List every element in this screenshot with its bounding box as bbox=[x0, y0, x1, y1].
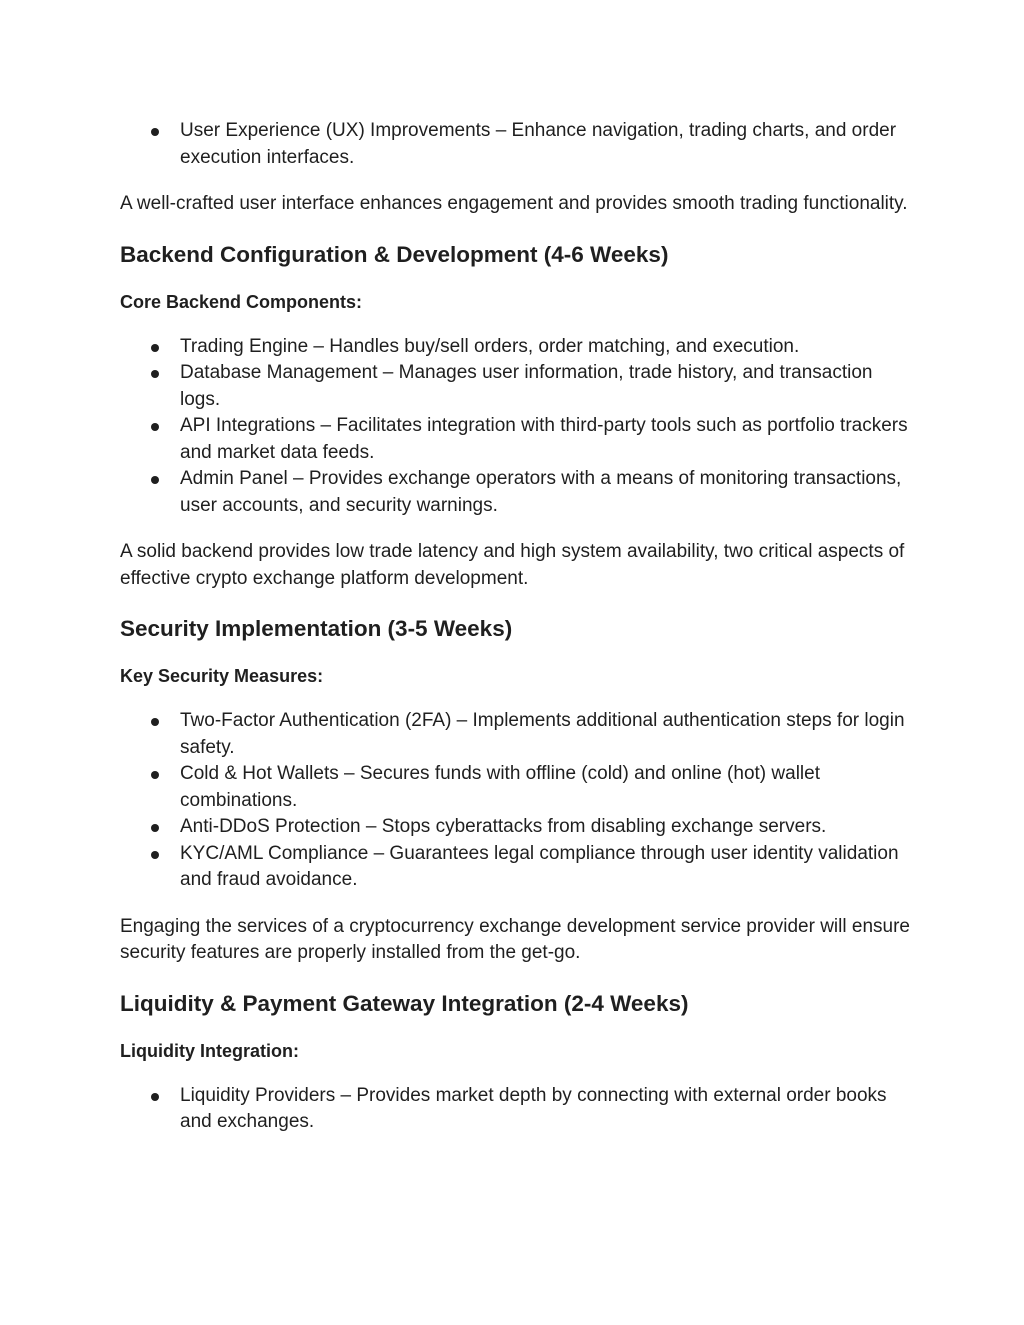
bullet-icon bbox=[151, 1093, 159, 1101]
bullet-icon bbox=[151, 718, 159, 726]
bullet-icon bbox=[151, 851, 159, 859]
bullet-icon bbox=[151, 476, 159, 484]
security-subheading: Key Security Measures: bbox=[120, 666, 324, 686]
list-item-text: Liquidity Providers – Provides market depth by connecting with external order books and exchanges. bbox=[180, 1084, 887, 1132]
backend-heading: Backend Configuration & Development (4-6 Weeks) bbox=[120, 241, 669, 267]
liquidity-heading: Liquidity & Payment Gateway Integration (2-4 Weeks) bbox=[120, 990, 689, 1016]
bullet-icon bbox=[151, 128, 159, 136]
document-page bbox=[120, 118, 910, 1136]
list-item-text: Database Management – Manages user information, trade history, and transaction logs. bbox=[180, 362, 873, 410]
list-item-text: API Integrations – Facilitates integration with third-party tools such as portfolio trackers and market data feeds. bbox=[180, 415, 908, 463]
list-item bbox=[120, 118, 910, 171]
list-item-text: Trading Engine – Handles buy/sell orders, order matching, and execution. bbox=[180, 335, 800, 357]
liquidity-subheading: Liquidity Integration: bbox=[120, 1040, 299, 1061]
backend-paragraph: A solid backend provides low trade latency and high system availability, two critical aspects of effective crypto exchange platform development. bbox=[120, 541, 905, 589]
security-bullet-list bbox=[120, 708, 910, 894]
list-item-text: Anti-DDoS Protection – Stops cyberattacks from disabling exchange servers. bbox=[180, 816, 827, 837]
list-item bbox=[120, 360, 910, 413]
list-item-text: Cold & Hot Wallets – Secures funds with offline (cold) and online (hot) wallet combinations. bbox=[180, 763, 820, 811]
bullet-icon bbox=[151, 423, 159, 431]
list-item-text: Admin Panel – Provides exchange operators with a means of monitoring transactions, user accounts, and security warnings. bbox=[180, 468, 902, 516]
bullet-icon bbox=[151, 370, 159, 378]
bullet-icon bbox=[151, 824, 159, 832]
list-item bbox=[120, 334, 910, 361]
liquidity-bullet-list bbox=[120, 1083, 910, 1136]
list-item bbox=[120, 413, 910, 466]
backend-subheading: Core Backend Components: bbox=[120, 291, 363, 312]
list-item bbox=[120, 466, 910, 519]
list-item bbox=[120, 814, 910, 841]
list-item-text: KYC/AML Compliance – Guarantees legal compliance through user identity validation and fraud avoidance. bbox=[180, 842, 899, 890]
security-paragraph: Engaging the services of a cryptocurrency exchange development service provider will ensure security features are properly installed from the get-go. bbox=[120, 915, 910, 963]
list-item-text: User Experience (UX) Improvements – Enhance navigation, trading charts, and order execution interfaces. bbox=[180, 120, 897, 168]
intro-paragraph: A well-crafted user interface enhances engagement and provides smooth trading functionality. bbox=[120, 193, 908, 214]
list-item-text: Two-Factor Authentication (2FA) – Implements additional authentication steps for login safety. bbox=[180, 710, 905, 758]
bullet-icon bbox=[151, 771, 159, 779]
intro-bullet-list bbox=[120, 118, 910, 171]
list-item bbox=[120, 761, 910, 814]
list-item bbox=[120, 1083, 910, 1136]
backend-bullet-list bbox=[120, 334, 910, 520]
bullet-icon bbox=[151, 344, 159, 352]
security-heading: Security Implementation (3-5 Weeks) bbox=[120, 616, 513, 641]
list-item bbox=[120, 841, 910, 894]
list-item bbox=[120, 708, 910, 761]
